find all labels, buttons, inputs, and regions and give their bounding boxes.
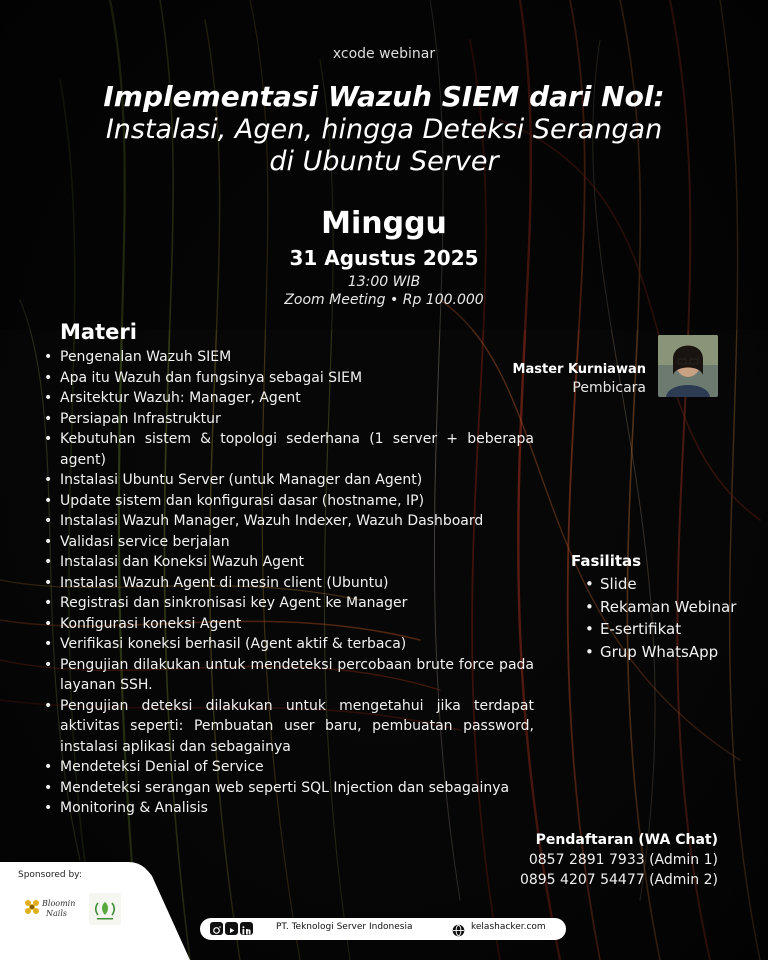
registration-heading: Pendaftaran (WA Chat) <box>535 832 718 848</box>
sponsor-label: Sponsored by: <box>18 870 82 880</box>
materi-item: • Pengenalan Wazuh SIEM <box>40 347 534 368</box>
event-time: 13:00 WIB <box>347 274 421 290</box>
bloomin-nails-logo <box>22 893 80 923</box>
website-link[interactable]: kelashacker.com <box>471 922 546 932</box>
materi-item: • Kebutuhan sistem & topologi sederhana (1 server + beberapa agent) <box>40 429 534 470</box>
fasilitas-item: • Rekaman Webinar <box>583 596 753 619</box>
registration-phone-2: 0895 4207 54477 (Admin 2) <box>519 872 718 888</box>
event-venue-price: Zoom Meeting • Rp 100.000 <box>284 292 484 308</box>
title-line-2: Instalasi, Agen, hingga Deteksi Serangan <box>105 114 663 145</box>
registration-phone-1: 0857 2891 7933 (Admin 1) <box>528 852 718 868</box>
fasilitas-item: • Slide <box>583 573 753 596</box>
materi-item: • Validasi service berjalan <box>40 532 534 553</box>
speaker-role: Pembicara <box>572 380 646 396</box>
materi-item: • Arsitektur Wazuh: Manager, Agent <box>40 388 534 409</box>
fasilitas-item: • Grup WhatsApp <box>583 641 753 664</box>
materi-item: • Instalasi dan Koneksi Wazuh Agent <box>40 552 534 573</box>
materi-item: • Apa itu Wazuh dan fungsinya sebagai SIEM <box>40 368 534 389</box>
materi-item: • Registrasi dan sinkronisasi key Agent ke Manager <box>40 593 534 614</box>
speaker-avatar <box>658 335 718 397</box>
svg-text:Bloomin: Bloomin <box>42 899 76 908</box>
materi-heading: Materi <box>60 320 137 344</box>
materi-item: • Mendeteksi serangan web seperti SQL Injection dan sebagainya <box>40 778 534 799</box>
title-line-1: Implementasi Wazuh SIEM dari Nol: <box>103 80 665 113</box>
instagram-icon[interactable] <box>210 922 223 935</box>
materi-item: • Instalasi Wazuh Agent di mesin client (Ubuntu) <box>40 573 534 594</box>
materi-item: • Konfigurasi koneksi Agent <box>40 614 534 635</box>
materi-item: • Pengujian dilakukan untuk mendeteksi percobaan brute force pada layanan SSH. <box>40 655 534 696</box>
fasilitas-item: • E-sertifikat <box>583 618 753 641</box>
title-line-3: di Ubuntu Server <box>269 146 499 177</box>
organizer-label: xcode webinar <box>332 46 436 62</box>
materi-item: • Instalasi Ubuntu Server (untuk Manager dan Agent) <box>40 470 534 491</box>
youtube-icon[interactable] <box>225 922 238 935</box>
materi-item: • Pengujian deteksi dilakukan untuk mengetahui jika terdapat aktivitas seperti: Pembuatan user baru, pembuatan password, instalasi aplikasi dan sebagainya <box>40 696 534 758</box>
footer-bar <box>200 918 566 940</box>
linkedin-icon[interactable] <box>240 922 253 935</box>
materi-item: • Update sistem dan konfigurasi dasar (hostname, IP) <box>40 491 534 512</box>
event-date: 31 Agustus 2025 <box>289 246 479 270</box>
materi-item: • Instalasi Wazuh Manager, Wazuh Indexer, Wazuh Dashboard <box>40 511 534 532</box>
materi-list <box>40 347 534 819</box>
fasilitas-heading: Fasilitas <box>571 552 642 570</box>
event-day: Minggu <box>321 206 447 241</box>
company-name: PT. Teknologi Server Indonesia <box>276 922 413 932</box>
globe-icon <box>452 922 465 935</box>
speaker-name: Master Kurniawan <box>512 362 646 377</box>
svg-text:Nails: Nails <box>46 909 67 918</box>
materi-item: • Verifikasi koneksi berhasil (Agent aktif & terbaca) <box>40 634 534 655</box>
sponsor-leaf-logo <box>89 893 121 925</box>
materi-item: • Persiapan Infrastruktur <box>40 409 534 430</box>
materi-item: • Monitoring & Analisis <box>40 798 534 819</box>
materi-item: • Mendeteksi Denial of Service <box>40 757 534 778</box>
fasilitas-list <box>583 573 753 663</box>
social-icons <box>210 922 255 936</box>
